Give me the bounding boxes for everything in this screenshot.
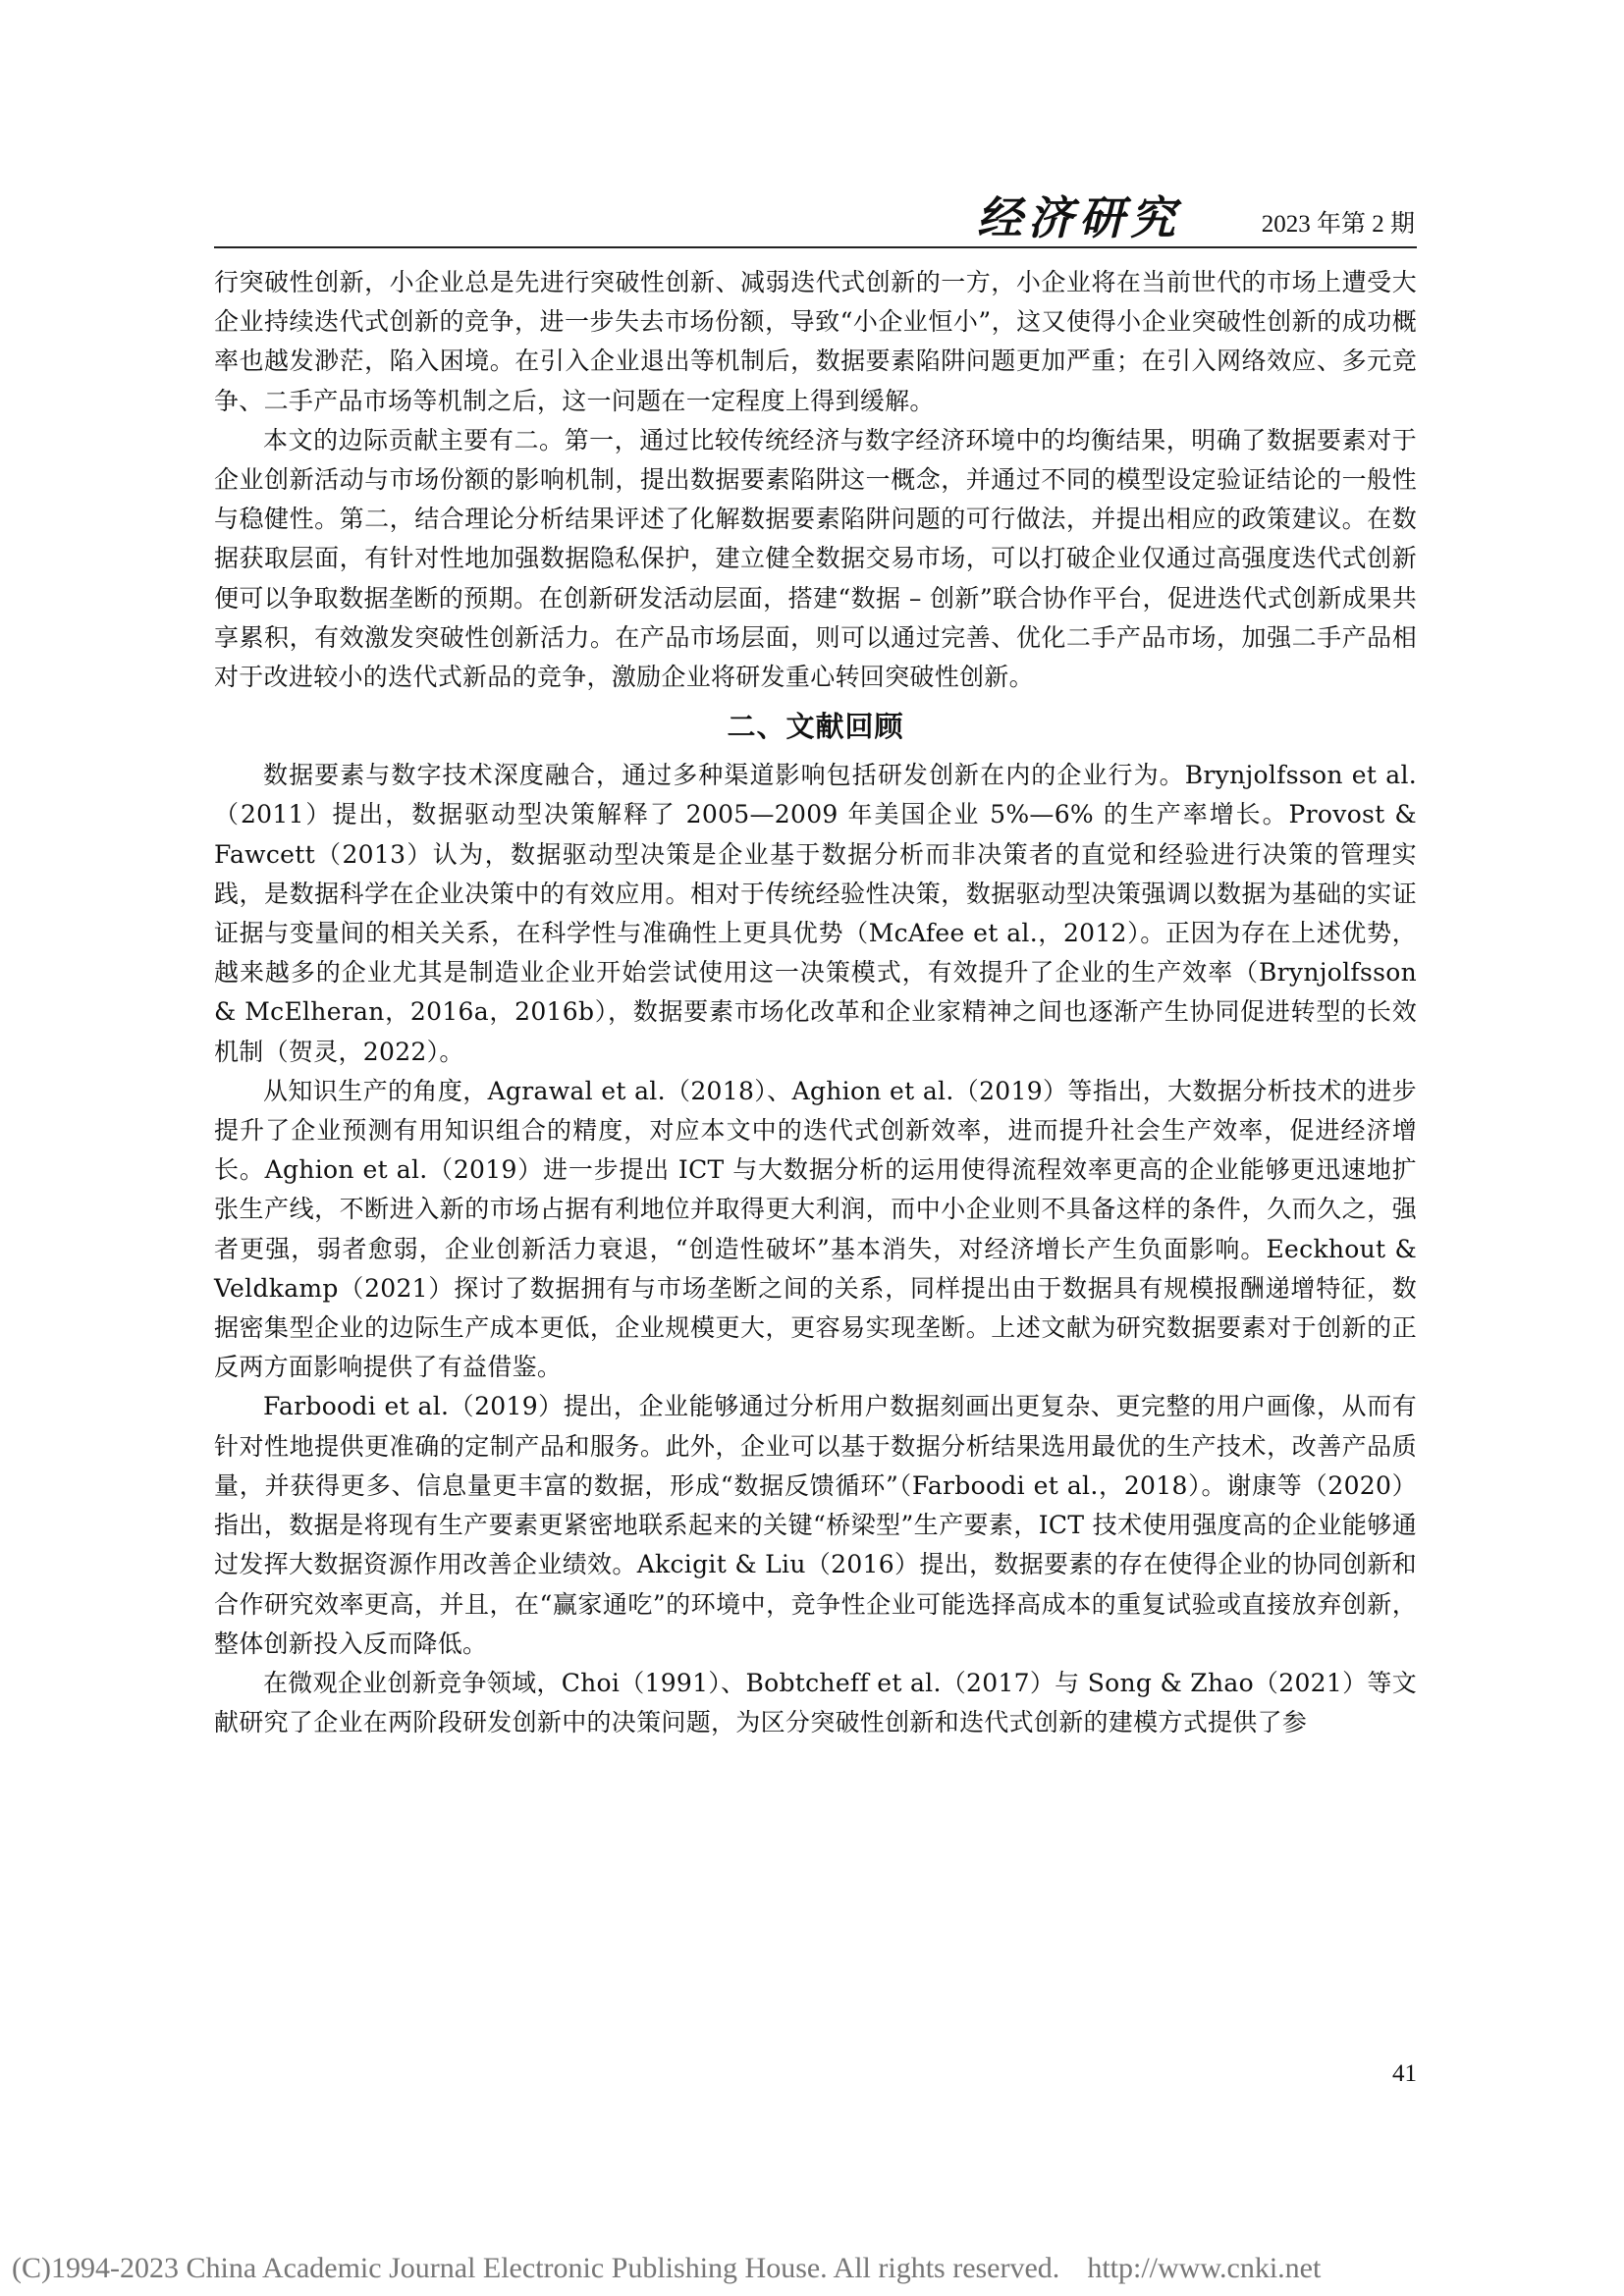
section-heading-literature-review: 二、文献回顾 bbox=[727, 710, 904, 744]
article-body bbox=[214, 263, 1417, 1742]
footer-link[interactable]: http://www.cnki.net bbox=[1087, 2252, 1322, 2284]
paragraph: Farboodi et al.（2019）提出，企业能够通过分析用户数据刻画出更复杂、更完整的用户画像，从而有针对性地提供更准确的定制产品和服务。此外，企业可以基于数据分析结果选用最优的生产技术，改善产品质量，并获得更多、信息量更丰富的数据，形成“数据反馈循环”（Farboodi et al.，2018）。谢康等（2020）指出，数据是将现有生产要素更紧密地联系起来的关键“桥梁型”生产要素，ICT 技术使用强度高的企业能够通过发挥大数据资源作用改善企业绩效。Akcigit & Liu（2016）提出，数据要素的存在使得企业的协同创新和合作研究效率更高，并且，在“赢家通吃”的环境中，竞争性企业可能选择高成本的重复试验或直接放弃创新，整体创新投入反而降低。 bbox=[214, 1392, 1417, 1658]
journal-logo: 经济研究 bbox=[977, 191, 1181, 244]
paragraph: 从知识生产的角度，Agrawal et al.（2018）、Aghion et al.（2019）等指出，大数据分析技术的进步提升了企业预测有用知识组合的精度，对应本文中的迭代式创新效率，进而提升社会生产效率，促进经济增长。Aghion et al.（2019）进一步提出 ICT 与大数据分析的运用使得流程效率更高的企业能够更迅速地扩张生产线，不断进入新的市场占据有利地位并取得更大利润，而中小企业则不具备这样的条件，久而久之，强者更强，弱者愈弱，企业创新活力衰退，“创造性破坏”基本消失，对经济增长产生负面影响。Eeckhout & Veldkamp（2021）探讨了数据拥有与市场垄断之间的关系，同样提出由于数据具有规模报酬递增特征，数据密集型企业的边际生产成本更低，企业规模更大，更容易实现垄断。上述文献为研究数据要素对于创新的正反两方面影响提供了有益借鉴。 bbox=[214, 1076, 1417, 1382]
copyright-notice: (C)1994-2023 China Academic Journal Electronic Publishing House. All rights reserved. bbox=[12, 2252, 1060, 2284]
paragraph: 在微观企业创新竞争领域，Choi（1991）、Bobtcheff et al.（2017）与 Song & Zhao（2021）等文献研究了企业在两阶段研发创新中的决策问题，为区分突破性创新和迭代式创新的建模方式提供了参 bbox=[214, 1668, 1417, 1737]
page-number: 41 bbox=[1392, 2060, 1417, 2087]
issue-label: 2023 年第 2 期 bbox=[1261, 211, 1415, 238]
footer bbox=[12, 2252, 1612, 2285]
paragraph-contributions: 本文的边际贡献主要有二。第一，通过比较传统经济与数字经济环境中的均衡结果，明确了数据要素对于企业创新活动与市场份额的影响机制，提出数据要素陷阱这一概念，并通过不同的模型设定验证结论的一般性与稳健性。第二，结合理论分析结果评述了化解数据要素陷阱问题的可行做法，并提出相应的政策建议。在数据获取层面，有针对性地加强数据隐私保护，建立健全数据交易市场，可以打破企业仅通过高强度迭代式创新便可以争取数据垄断的预期。在创新研发活动层面，搭建“数据 – 创新”联合协作平台，促进迭代式创新成果共享累积，有效激发突破性创新活力。在产品市场层面，则可以通过完善、优化二手产品市场，加强二手产品相对于改进较小的迭代式新品的竞争，激励企业将研发重心转回突破性创新。 bbox=[214, 425, 1417, 692]
running-header bbox=[214, 191, 1417, 248]
paragraph-continued: 行突破性创新，小企业总是先进行突破性创新、减弱迭代式创新的一方，小企业将在当前世代的市场上遭受大企业持续迭代式创新的竞争，进一步失去市场份额，导致“小企业恒小”，这又使得小企业突破性创新的成功概率也越发渺茫，陷入困境。在引入企业退出等机制后，数据要素陷阱问题更加严重；在引入网络效应、多元竞争、二手产品市场等机制之后，这一问题在一定程度上得到缓解。 bbox=[214, 268, 1417, 415]
paragraph: 数据要素与数字技术深度融合，通过多种渠道影响包括研发创新在内的企业行为。Brynjolfsson et al.（2011）提出，数据驱动型决策解释了 2005—2009 年美国企业 5%—6% 的生产率增长。Provost & Fawcett（2013）认为，数据驱动型决策是企业基于数据分析而非决策者的直觉和经验进行决策的管理实践，是数据科学在企业决策中的有效应用。相对于传统经验性决策，数据驱动型决策强调以数据为基础的实证证据与变量间的相关关系，在科学性与准确性上更具优势（McAfee et al.，2012）。正因为存在上述优势，越来越多的企业尤其是制造业企业开始尝试使用这一决策模式，有效提升了企业的生产效率（Brynjolfsson & McElheran，2016a，2016b），数据要素市场化改革和企业家精神之间也逐渐产生协同促进转型的长效机制（贺灵，2022）。 bbox=[214, 761, 1417, 1066]
